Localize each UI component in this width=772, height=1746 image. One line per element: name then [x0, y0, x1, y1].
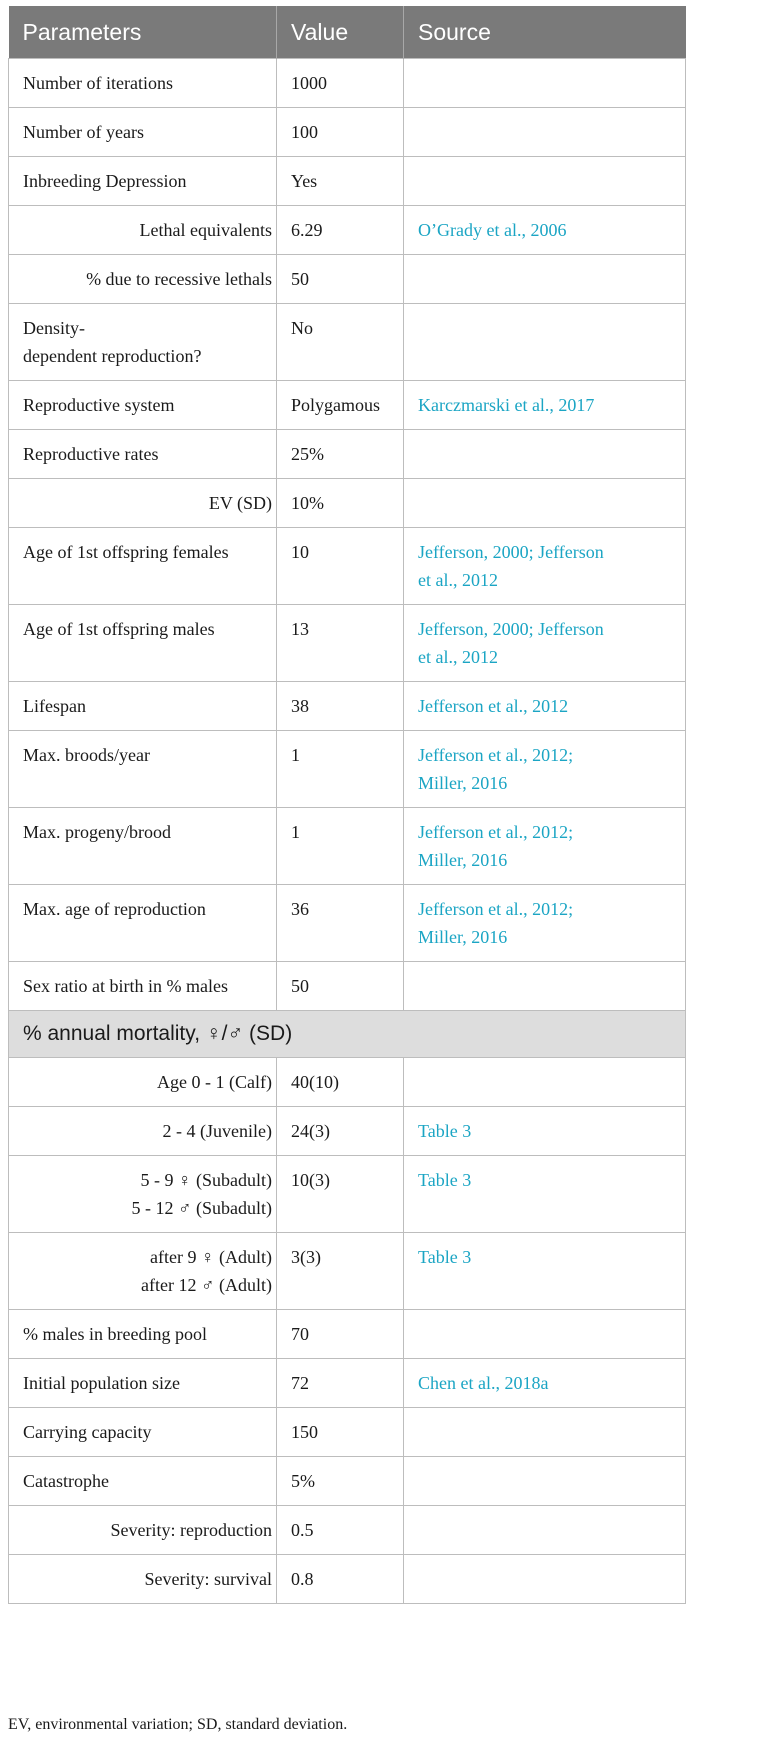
table-row	[9, 206, 686, 255]
source-cell	[418, 1457, 671, 1477]
source-cell	[418, 962, 671, 982]
value-cell: 50	[291, 976, 309, 996]
param-cell: 2 - 4 (Juvenile)	[162, 1121, 272, 1141]
source-line: Jefferson et al., 2012;	[418, 745, 574, 765]
table-row	[9, 808, 686, 885]
source-link[interactable]: Karczmarski et al., 2017	[418, 395, 595, 415]
value-cell: Yes	[291, 171, 318, 191]
value-cell: 50	[291, 269, 309, 289]
param-line: after 9 ♀ (Adult)	[150, 1247, 272, 1267]
source-link[interactable]	[418, 528, 671, 604]
param-cell: Catastrophe	[23, 1471, 109, 1491]
source-cell	[418, 108, 671, 128]
source-cell	[418, 1408, 671, 1428]
source-link[interactable]	[418, 808, 671, 884]
source-cell	[418, 479, 671, 499]
section-row	[9, 1011, 686, 1058]
table-row	[9, 682, 686, 731]
value-cell: 6.29	[291, 220, 323, 240]
value-cell: Polygamous	[291, 395, 381, 415]
source-link[interactable]: O’Grady et al., 2006	[418, 220, 567, 240]
header-parameters: Parameters	[9, 6, 277, 59]
source-cell	[418, 430, 671, 450]
source-cell	[418, 1058, 671, 1078]
value-cell: 72	[291, 1373, 309, 1393]
param-cell: Carrying capacity	[23, 1422, 152, 1442]
param-line: dependent reproduction?	[23, 346, 202, 366]
source-cell	[418, 304, 671, 324]
source-line: et al., 2012	[418, 647, 498, 667]
param-cell: Lethal equivalents	[139, 220, 272, 240]
table-row	[9, 731, 686, 808]
table-row	[9, 1359, 686, 1408]
table-row	[9, 885, 686, 962]
source-cell	[418, 1310, 671, 1330]
param-cell: Inbreeding Depression	[23, 171, 187, 191]
table-row	[9, 1457, 686, 1506]
value-cell: 0.8	[291, 1569, 314, 1589]
table-row	[9, 430, 686, 479]
value-cell: 1000	[291, 73, 327, 93]
source-link[interactable]	[418, 885, 671, 961]
param-cell: Severity: reproduction	[110, 1520, 272, 1540]
source-cell	[418, 255, 671, 275]
param-cell: Max. age of reproduction	[23, 899, 206, 919]
value-cell: 1	[291, 822, 300, 842]
param-cell: Age of 1st offspring males	[23, 619, 215, 639]
value-cell: 70	[291, 1324, 309, 1344]
table-row	[9, 381, 686, 430]
value-cell: 40(10)	[291, 1072, 339, 1092]
table-row	[9, 1555, 686, 1604]
parameters-table	[8, 6, 686, 1604]
param-line: 5 - 12 ♂ (Subadult)	[131, 1198, 272, 1218]
value-cell: 10%	[291, 493, 324, 513]
source-link[interactable]: Table 3	[418, 1121, 472, 1141]
table-row	[9, 528, 686, 605]
source-line: Miller, 2016	[418, 850, 508, 870]
table-row	[9, 59, 686, 108]
table-row	[9, 479, 686, 528]
param-cell	[23, 1233, 272, 1309]
param-cell: Number of years	[23, 122, 144, 142]
param-cell: Age of 1st offspring females	[23, 542, 229, 562]
table-row	[9, 1408, 686, 1457]
source-cell	[418, 59, 671, 79]
param-cell: Lifespan	[23, 696, 86, 716]
param-line: 5 - 9 ♀ (Subadult)	[140, 1170, 272, 1190]
source-link[interactable]	[418, 605, 671, 681]
param-cell: EV (SD)	[208, 493, 272, 513]
param-cell: Max. broods/year	[23, 745, 150, 765]
source-line: Jefferson et al., 2012;	[418, 899, 574, 919]
value-cell: 25%	[291, 444, 324, 464]
param-line: after 12 ♂ (Adult)	[141, 1275, 272, 1295]
source-link[interactable]: Table 3	[418, 1170, 472, 1190]
header-value: Value	[277, 6, 404, 59]
table-row	[9, 255, 686, 304]
value-cell: 100	[291, 122, 318, 142]
source-cell	[418, 1555, 671, 1575]
table-row	[9, 1107, 686, 1156]
table-row	[9, 1310, 686, 1359]
table-row	[9, 962, 686, 1011]
section-title: % annual mortality, ♀/♂ (SD)	[9, 1011, 686, 1058]
header-source: Source	[404, 6, 686, 59]
source-cell	[418, 157, 671, 177]
table-row	[9, 605, 686, 682]
param-cell: Reproductive system	[23, 395, 175, 415]
table-footnote: EV, environmental variation; SD, standard deviation.	[8, 1716, 348, 1733]
value-cell: 36	[291, 899, 309, 919]
param-cell: Sex ratio at birth in % males	[23, 976, 228, 996]
value-cell: No	[291, 318, 313, 338]
source-line: et al., 2012	[418, 570, 498, 590]
source-link[interactable]	[418, 731, 671, 807]
table-row	[9, 108, 686, 157]
param-cell	[23, 304, 262, 380]
value-cell: 38	[291, 696, 309, 716]
param-cell: % due to recessive lethals	[86, 269, 272, 289]
value-cell: 13	[291, 619, 309, 639]
value-cell: 150	[291, 1422, 318, 1442]
table-row	[9, 1058, 686, 1107]
table-row	[9, 304, 686, 381]
table-row	[9, 1233, 686, 1310]
param-cell: Number of iterations	[23, 73, 173, 93]
parameters-table-container	[8, 6, 685, 1604]
value-cell: 3(3)	[291, 1247, 321, 1267]
source-link[interactable]: Table 3	[418, 1247, 472, 1267]
table-row	[9, 1156, 686, 1233]
source-line: Miller, 2016	[418, 927, 508, 947]
value-cell: 5%	[291, 1471, 315, 1491]
table-row	[9, 157, 686, 206]
value-cell: 10(3)	[291, 1170, 330, 1190]
source-cell	[418, 1506, 671, 1526]
param-cell: Age 0 - 1 (Calf)	[157, 1072, 272, 1092]
source-line: Jefferson, 2000; Jefferson	[418, 542, 604, 562]
source-link[interactable]: Jefferson et al., 2012	[418, 696, 569, 716]
table-row	[9, 1506, 686, 1555]
source-line: Jefferson, 2000; Jefferson	[418, 619, 604, 639]
param-line: Density-	[23, 318, 85, 338]
source-line: Jefferson et al., 2012;	[418, 822, 574, 842]
value-cell: 1	[291, 745, 300, 765]
value-cell: 24(3)	[291, 1121, 330, 1141]
param-cell: Reproductive rates	[23, 444, 159, 464]
header-row	[9, 6, 686, 59]
source-link[interactable]: Chen et al., 2018a	[418, 1373, 549, 1393]
param-cell: Initial population size	[23, 1373, 180, 1393]
param-cell: Severity: survival	[144, 1569, 272, 1589]
value-cell: 0.5	[291, 1520, 314, 1540]
param-cell: Max. progeny/brood	[23, 822, 171, 842]
param-cell: % males in breeding pool	[23, 1324, 207, 1344]
source-line: Miller, 2016	[418, 773, 508, 793]
param-cell	[23, 1156, 272, 1232]
value-cell: 10	[291, 542, 309, 562]
